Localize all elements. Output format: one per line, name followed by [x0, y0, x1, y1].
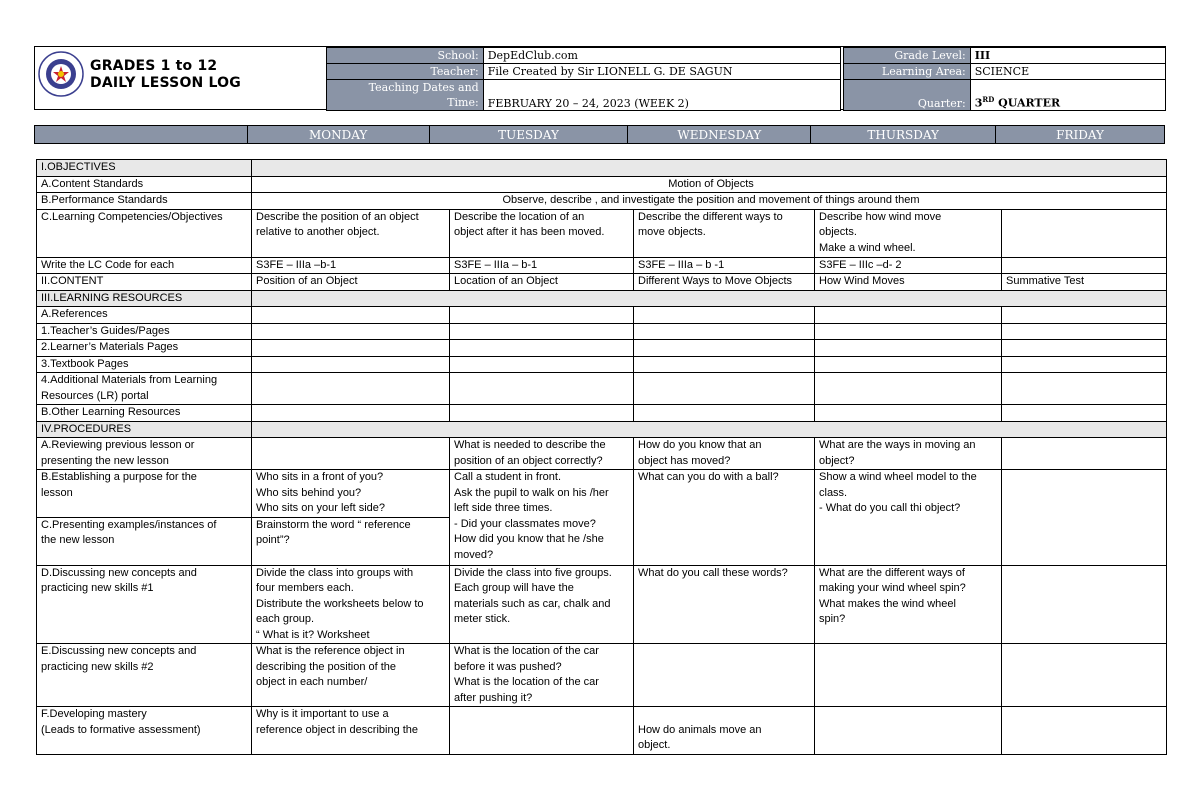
- cell-line: C.Presenting examples/instances of: [41, 518, 217, 531]
- cell-line: B.Establishing a purpose for the: [41, 471, 197, 483]
- day-thursday: THURSDAY: [811, 126, 996, 144]
- cell-line: What makes the wind wheel: [819, 597, 956, 610]
- reviewing-fri: [1002, 438, 1167, 470]
- cell-line: the new lesson: [41, 534, 115, 546]
- cell-line: Make a wind wheel.: [819, 241, 916, 254]
- cell-line: - What do you call thi object?: [819, 502, 961, 514]
- cell-line: Divide the class into groups with: [256, 566, 414, 579]
- textbook-label: 3.Textbook Pages: [37, 356, 252, 373]
- competencies-fri: [1002, 209, 1167, 257]
- cell-line: [638, 707, 814, 723]
- cell-line: Who sits behind you?: [256, 486, 362, 499]
- cell-line: each group.: [256, 613, 315, 625]
- lc-code-mon: S3FE – IIIa –b-1: [252, 257, 450, 274]
- school-info-table: [326, 47, 841, 111]
- cell-line: object after it has been moved.: [454, 226, 605, 238]
- reviewing-wed: [634, 438, 815, 470]
- title-line-1: GRADES 1 to 12: [90, 58, 218, 74]
- lc-code-wed: S3FE – IIIa – b -1: [634, 257, 815, 274]
- cell: [450, 340, 634, 357]
- cell-line: How did you know that he /she: [454, 533, 604, 545]
- cell-line: Distribute the worksheets below to: [256, 597, 424, 610]
- cell-line: after pushing it?: [454, 691, 533, 704]
- establishing-mon: [252, 470, 450, 518]
- day-wednesday: WEDNESDAY: [628, 126, 811, 144]
- cell: [634, 307, 815, 324]
- grade-label: Grade Level:: [844, 48, 971, 64]
- cell: [634, 340, 815, 357]
- area-value: SCIENCE: [970, 64, 1165, 80]
- cell-line: (Leads to formative assessment): [41, 723, 201, 736]
- cell: [252, 373, 450, 405]
- cell: [252, 307, 450, 324]
- cell-line: objects.: [819, 226, 857, 238]
- objectives-span: [252, 160, 1167, 177]
- cell-line: How do you know that an: [638, 439, 762, 451]
- establishing-label: [37, 470, 252, 518]
- cell-line: describing the position of the: [256, 660, 397, 673]
- learners-materials-label: 2.Learner’s Materials Pages: [37, 340, 252, 357]
- day-friday: FRIDAY: [996, 126, 1165, 144]
- other-resources-label: B.Other Learning Resources: [37, 405, 252, 422]
- tue-establishing-presenting: [450, 470, 634, 566]
- cell-line: What can you do with a ball?: [638, 471, 779, 483]
- cell-line: What is the location of the car: [454, 645, 599, 657]
- additional-materials-label: [37, 373, 252, 405]
- cell-line: point”?: [256, 534, 290, 546]
- discussing1-thu: [815, 565, 1002, 644]
- days-corner: [35, 126, 248, 144]
- cell-line: Divide the class into five groups.: [454, 566, 612, 579]
- competencies-thu: [815, 209, 1002, 257]
- establishing-thu: [815, 470, 1002, 566]
- procedures-span: [252, 421, 1167, 438]
- discussing1-tue: [450, 565, 634, 644]
- cell-line: meter stick.: [454, 613, 511, 625]
- cell: [1002, 323, 1167, 340]
- cell-line: spin?: [819, 613, 846, 625]
- title-line-2: DAILY LESSON LOG: [90, 75, 241, 91]
- cell-line: Describe how wind move: [819, 210, 942, 223]
- cell-line: making your wind wheel spin?: [819, 582, 966, 594]
- lesson-log-table: [36, 159, 1167, 755]
- cell: [815, 405, 1002, 422]
- mastery-wed: [634, 707, 815, 755]
- content-mon: Position of an Object: [252, 274, 450, 291]
- cell-line: Show a wind wheel model to the: [819, 471, 977, 483]
- mastery-thu: [815, 707, 1002, 755]
- mastery-mon: [252, 707, 450, 755]
- cell: [634, 323, 815, 340]
- cell-line: Describe the location of an: [454, 210, 585, 223]
- school-value: DepEdClub.com: [483, 48, 840, 64]
- procedures-heading: IV.PROCEDURES: [37, 421, 252, 438]
- cell-line: Ask the pupil to walk on his /her: [454, 486, 609, 499]
- cell-line: object has moved?: [638, 454, 731, 467]
- content-wed: Different Ways to Move Objects: [634, 274, 815, 291]
- cell-line: What are the ways in moving an: [819, 439, 976, 451]
- days-header: [34, 125, 1165, 144]
- cell: [1002, 405, 1167, 422]
- reviewing-tue: [450, 438, 634, 470]
- cell-line: move objects.: [638, 226, 706, 238]
- presenting-label: [37, 517, 252, 565]
- day-monday: MONDAY: [247, 126, 429, 144]
- cell-line: reference object in describing the: [256, 723, 419, 736]
- cell-line: object?: [819, 454, 855, 467]
- cell: [450, 323, 634, 340]
- cell-line: left side three times.: [454, 502, 553, 514]
- competencies-mon: [252, 209, 450, 257]
- cell: [1002, 340, 1167, 357]
- content-standards-label: A.Content Standards: [37, 176, 252, 193]
- cell: [450, 356, 634, 373]
- cell-line: D.Discussing new concepts and: [41, 566, 197, 579]
- deped-seal-icon: [38, 51, 84, 97]
- cell-line: before it was pushed?: [454, 660, 562, 673]
- grade-value: III: [970, 48, 1165, 64]
- cell: [252, 340, 450, 357]
- teacher-label: Teacher:: [327, 64, 484, 80]
- cell: [450, 373, 634, 405]
- cell: [1002, 356, 1167, 373]
- cell: [450, 307, 634, 324]
- reviewing-mon: [252, 438, 450, 470]
- discussing2-tue: [450, 644, 634, 707]
- cell-line: What is the reference object in: [256, 645, 405, 657]
- cell-line: E.Discussing new concepts and: [41, 645, 197, 657]
- discussing1-label: [37, 565, 252, 644]
- discussing2-wed: [634, 644, 815, 707]
- cell-line: moved?: [454, 548, 494, 561]
- lc-code-fri: [1002, 257, 1167, 274]
- reviewing-label: [37, 438, 252, 470]
- teachers-guides-label: 1.Teacher’s Guides/Pages: [37, 323, 252, 340]
- cell-line: F.Developing mastery: [41, 708, 147, 720]
- cell-line: practicing new skills #1: [41, 582, 154, 594]
- wed-establishing-presenting: [634, 470, 815, 566]
- cell-line: practicing new skills #2: [41, 660, 154, 673]
- cell-line: 4.Additional Materials from Learning: [41, 374, 218, 386]
- cell-line: Resources (LR) portal: [41, 389, 149, 402]
- performance-standards-value: Observe, describe , and investigate the position and movement of things around them: [252, 193, 1167, 210]
- cell-line: Describe the position of an object: [256, 210, 419, 223]
- cell: [634, 405, 815, 422]
- cell: [1002, 470, 1167, 566]
- performance-standards-label: B.Performance Standards: [37, 193, 252, 210]
- lc-code-thu: S3FE – IIIc –d- 2: [815, 257, 1002, 274]
- cell-line: Brainstorm the word “ reference: [256, 518, 411, 531]
- teacher-value: File Created by Sir LIONELL G. DE SAGUN: [483, 64, 840, 80]
- learning-resources-span: [252, 290, 1167, 307]
- cell-line: Each group will have the: [454, 582, 574, 594]
- reviewing-thu: [815, 438, 1002, 470]
- cell: [815, 307, 1002, 324]
- cell-line: four members each.: [256, 582, 354, 594]
- cell-line: object.: [638, 739, 671, 751]
- cell-line: How do animals move an: [638, 723, 762, 736]
- cell-line: Who sits in a front of you?: [256, 471, 384, 483]
- cell-line: Describe the different ways to: [638, 210, 783, 223]
- mastery-fri: [1002, 707, 1167, 755]
- references-label: A.References: [37, 307, 252, 324]
- cell: [450, 405, 634, 422]
- discussing2-label: [37, 644, 252, 707]
- discussing1-mon: [252, 565, 450, 644]
- cell-line: - Did your classmates move?: [454, 517, 596, 530]
- cell-line: presenting the new lesson: [41, 454, 169, 467]
- competencies-tue: [450, 209, 634, 257]
- cell-line: What is needed to describe the: [454, 439, 606, 451]
- cell: [815, 340, 1002, 357]
- discussing2-thu: [815, 644, 1002, 707]
- content-fri: Summative Test: [1002, 274, 1167, 291]
- day-tuesday: TUESDAY: [429, 126, 628, 144]
- cell-line: relative to another object.: [256, 226, 380, 238]
- cell-line: position of an object correctly?: [454, 454, 603, 467]
- learning-resources-heading: III.LEARNING RESOURCES: [37, 290, 252, 307]
- discussing2-fri: [1002, 644, 1167, 707]
- cell: [815, 356, 1002, 373]
- cell-line: Why is it important to use a: [256, 708, 389, 720]
- content-thu: How Wind Moves: [815, 274, 1002, 291]
- cell-line: object in each number/: [256, 676, 368, 688]
- area-label: Learning Area:: [844, 64, 971, 80]
- cell: [634, 356, 815, 373]
- cell: [252, 356, 450, 373]
- competencies-wed: [634, 209, 815, 257]
- school-label: School:: [327, 48, 484, 64]
- discussing2-mon: [252, 644, 450, 707]
- discussing1-wed: [634, 565, 815, 644]
- cell-line: class.: [819, 486, 848, 499]
- quarter-label: Quarter:: [844, 80, 971, 111]
- cell: [815, 373, 1002, 405]
- cell: [1002, 373, 1167, 405]
- quarter-value: 3RD QUARTER: [970, 80, 1165, 111]
- content-tue: Location of an Object: [450, 274, 634, 291]
- objectives-heading: I.OBJECTIVES: [37, 160, 252, 177]
- cell-line: Call a student in front.: [454, 471, 562, 483]
- lc-code-tue: S3FE – IIIa – b-1: [450, 257, 634, 274]
- discussing1-fri: [1002, 565, 1167, 644]
- mastery-tue: [450, 707, 634, 755]
- content-standards-value: Motion of Objects: [252, 176, 1167, 193]
- cell: [815, 323, 1002, 340]
- lc-code-label: Write the LC Code for each: [37, 257, 252, 274]
- content-label: II.CONTENT: [37, 274, 252, 291]
- presenting-mon: [252, 517, 450, 565]
- cell-line: lesson: [41, 486, 73, 499]
- cell-line: materials such as car, chalk and: [454, 597, 611, 610]
- cell-line: What do you call these words?: [638, 566, 788, 579]
- competencies-label: C.Learning Competencies/Objectives: [37, 209, 252, 257]
- mastery-label: [37, 707, 252, 755]
- cell: [1002, 307, 1167, 324]
- cell: [634, 373, 815, 405]
- cell-line: A.Reviewing previous lesson or: [41, 439, 195, 451]
- dates-label: Teaching Dates and Time:: [327, 80, 484, 111]
- cell-line: What is the location of the car: [454, 676, 599, 688]
- cell-line: “ What is it? Worksheet: [256, 628, 370, 641]
- cell: [252, 405, 450, 422]
- cell: [252, 323, 450, 340]
- grade-info-table: [843, 47, 1166, 111]
- dates-value: FEBRUARY 20 – 24, 2023 (WEEK 2): [483, 80, 840, 111]
- cell-line: What are the different ways of: [819, 566, 965, 579]
- cell-line: Who sits on your left side?: [256, 502, 386, 514]
